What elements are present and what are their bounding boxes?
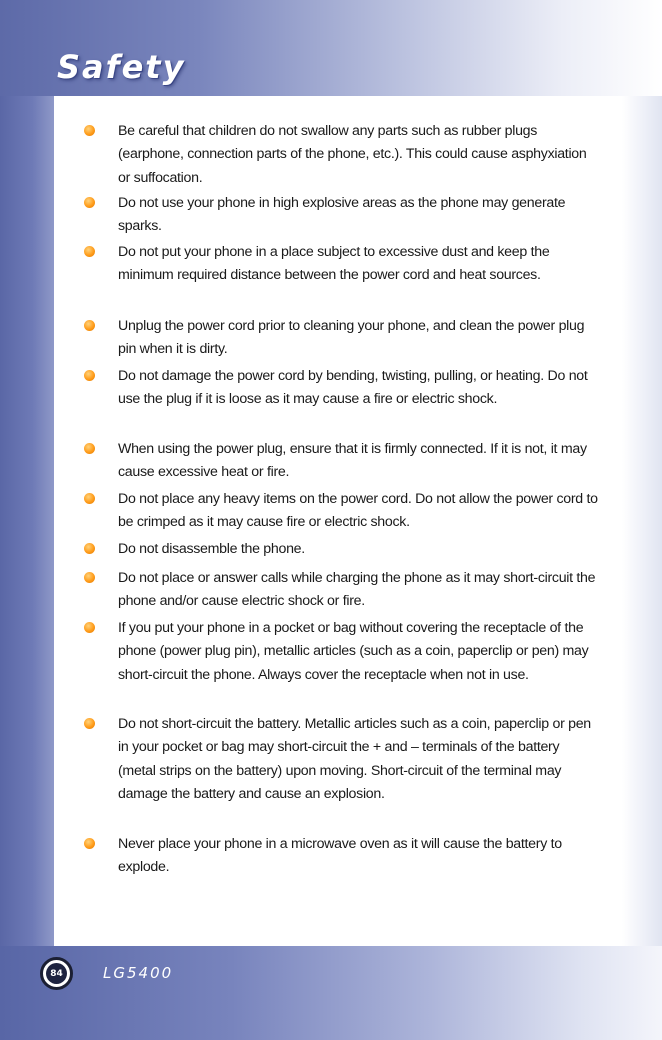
bullet-icon [84,572,95,583]
safety-item-text: When using the power plug, ensure that it is firmly connected. If it is not, it may cause excessive heat or fire. [118,441,587,481]
safety-item-text: Do not disassemble the phone. [118,541,305,557]
safety-item-text: Do not put your phone in a place subject to excessive dust and keep the minimum required distance between the power cord and heat sources. [118,244,550,284]
safety-item [118,315,600,362]
bullet-icon [84,838,95,849]
bullet-icon [84,443,95,454]
bullet-icon [84,197,95,208]
safety-item [118,567,600,614]
safety-item-text: Do not short-circuit the battery. Metallic articles such as a coin, paperclip or pen in your pocket or bag may short-circuit the + and – terminals of the battery (metal strips on the battery) upon moving. Short-circuit of the terminal may damage the battery and cause an explosion. [118,716,591,803]
safety-item [118,120,600,190]
safety-item [118,241,600,288]
safety-item-text: Do not damage the power cord by bending, twisting, pulling, or heating. Do not use the plug if it is loose as it may cause a fire or electric shock. [118,368,588,408]
safety-item [118,833,600,880]
bullet-icon [84,246,95,257]
footer-band [0,946,662,1040]
safety-item-text: If you put your phone in a pocket or bag without covering the receptacle of the phone (power plug pin), metallic articles (such as a coin, paperclip or pen) may short-circuit the phone. Always cover the receptacle when not in use. [118,620,589,683]
bullet-icon [84,370,95,381]
safety-item [118,438,600,485]
safety-item [118,488,600,535]
safety-item [118,713,600,807]
bullet-icon [84,320,95,331]
safety-item [118,538,600,561]
safety-item-text: Do not use your phone in high explosive areas as the phone may generate sparks. [118,195,566,235]
safety-item-text: Unplug the power cord prior to cleaning your phone, and clean the power plug pin when it is dirty. [118,318,585,358]
page-number-badge [40,957,73,990]
safety-item-text: Do not place or answer calls while charging the phone as it may short-circuit the phone and/or cause electric shock or fire. [118,570,596,610]
safety-item-text: Do not place any heavy items on the power cord. Do not allow the power cord to be crimped as it may cause fire or electric shock. [118,491,598,531]
safety-item-text: Be careful that children do not swallow any parts such as rubber plugs (earphone, connection parts of the phone, etc.). This could cause asphyxiation or suffocation. [118,123,587,186]
bullet-icon [84,718,95,729]
right-frame [622,96,662,946]
safety-item [118,365,600,412]
bullet-icon [84,493,95,504]
safety-item [118,617,600,687]
safety-item-text: Never place your phone in a microwave oven as it will cause the battery to explode. [118,836,562,876]
left-frame [0,96,54,946]
model-name: LG5400 [103,964,174,982]
bullet-icon [84,543,95,554]
page-title: Safety [57,48,186,86]
bullet-icon [84,622,95,633]
page-number: 84 [46,963,67,984]
safety-item [118,192,600,239]
bullet-icon [84,125,95,136]
